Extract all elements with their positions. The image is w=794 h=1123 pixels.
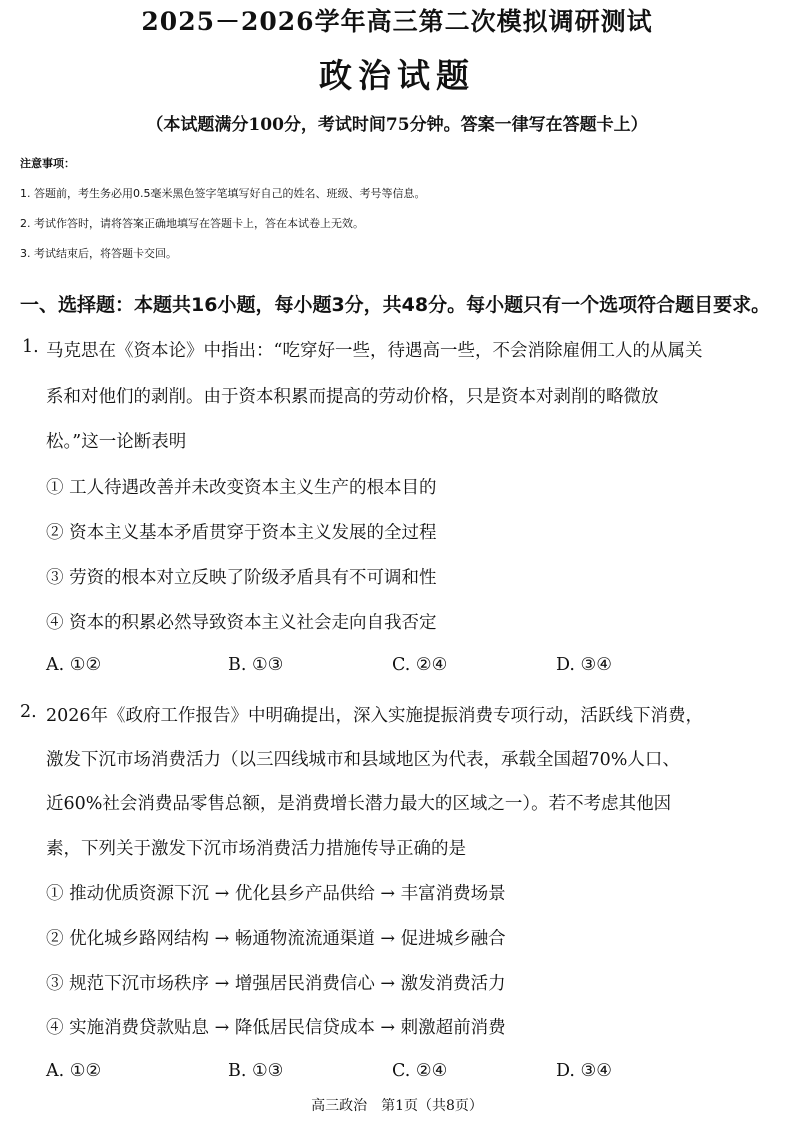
choice-a: A. ①② — [46, 1061, 102, 1081]
question-stem-line: 马克思在《资本论》中指出：“吃穿好一些，待遇高一些，不会消除雇佣工人的从属关 — [46, 341, 703, 361]
statement: ① 工人待遇改善并未改变资本主义生产的根本目的 — [46, 478, 437, 498]
section-title: 一、选择题：本题共16小题，每小题3分，共48分。每小题只有一个选项符合题目要求。 — [20, 294, 771, 316]
choice-c: C. ②④ — [392, 655, 448, 675]
choice-d: D. ③④ — [556, 655, 612, 675]
statement: ① 推动优质资源下沉 → 优化县乡产品供给 → 丰富消费场景 — [46, 884, 506, 904]
subject-title: 政治试题 — [319, 56, 475, 95]
statement: ③ 劳资的根本对立反映了阶级矛盾具有不可调和性 — [46, 568, 437, 588]
choice-d: D. ③④ — [556, 1061, 612, 1081]
exam-subtitle: （本试题满分100分，考试时间75分钟。答案一律写在答题卡上） — [146, 115, 648, 135]
note-item: 1. 答题前，考生务必用0.5毫米黑色签字笔填写好自己的姓名、班级、考号等信息。 — [20, 187, 426, 200]
statement: ② 资本主义基本矛盾贯穿于资本主义发展的全过程 — [46, 523, 437, 543]
statement: ② 优化城乡路网结构 → 畅通物流流通渠道 → 促进城乡融合 — [46, 929, 506, 949]
question-stem-line: 系和对他们的剥削。由于资本积累而提高的劳动价格，只是资本对剥削的略微放 — [46, 387, 659, 407]
page-footer: 高三政治 第1页（共8页） — [311, 1098, 483, 1114]
question-stem-line: 素，下列关于激发下沉市场消费活力措施传导正确的是 — [46, 839, 466, 859]
note-item: 3. 考试结束后，将答题卡交回。 — [20, 247, 177, 260]
question-stem-line: 2026年《政府工作报告》中明确提出，深入实施提振消费专项行动，活跃线下消费， — [46, 706, 704, 726]
statement: ④ 资本的积累必然导致资本主义社会走向自我否定 — [46, 613, 437, 633]
exam-title: 2025－2026学年高三第二次模拟调研测试 — [141, 7, 653, 36]
question-stem-line: 近60%社会消费品零售总额，是消费增长潜力最大的区域之一）。若不考虑其他因 — [46, 794, 672, 814]
question-number: 1. — [22, 337, 39, 357]
choice-b: B. ①③ — [228, 655, 284, 675]
choice-b: B. ①③ — [228, 1061, 284, 1081]
choice-c: C. ②④ — [392, 1061, 448, 1081]
notes-heading: 注意事项： — [20, 157, 75, 170]
question-number: 2. — [20, 702, 37, 722]
statement: ④ 实施消费贷款贴息 → 降低居民信贷成本 → 刺激超前消费 — [46, 1018, 506, 1038]
statement: ③ 规范下沉市场秩序 → 增强居民消费信心 → 激发消费活力 — [46, 974, 506, 994]
question-stem-line: 激发下沉市场消费活力（以三四线城市和县域地区为代表，承载全国超70%人口、 — [46, 750, 680, 770]
choice-row — [46, 1061, 746, 1085]
note-item: 2. 考试作答时，请将答案正确地填写在答题卡上，答在本试卷上无效。 — [20, 217, 364, 230]
choice-a: A. ①② — [46, 655, 102, 675]
question-stem-line: 松。”这一论断表明 — [46, 432, 187, 452]
